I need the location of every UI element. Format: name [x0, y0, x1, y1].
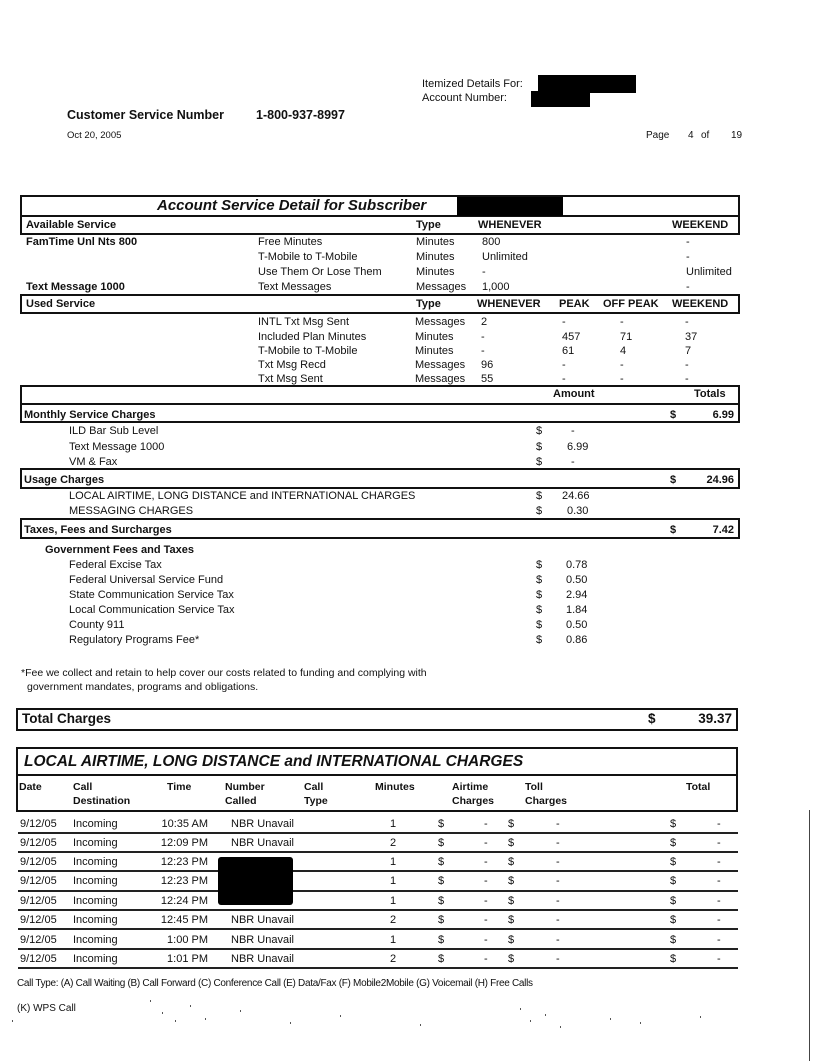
off-peak-value: -	[620, 316, 624, 328]
whenever-value: 96	[481, 359, 494, 371]
call-time: 10:35 AM	[161, 818, 208, 830]
toll-charge: -	[556, 934, 560, 946]
col-toll-charges-2: Charges	[525, 795, 568, 807]
col-totals: Totals	[694, 388, 726, 400]
number-called: NBR Unavail	[231, 914, 294, 926]
airtime-charge: -	[484, 856, 488, 868]
service-desc: INTL Txt Msg Sent	[258, 316, 350, 328]
service-type: Minutes	[415, 331, 454, 343]
service-desc: Txt Msg Sent	[258, 373, 323, 385]
col-time: Time	[167, 781, 192, 793]
service-desc: Use Them Or Lose Them	[258, 266, 382, 278]
currency-symbol: $	[536, 505, 543, 517]
weekend-value: -	[685, 373, 689, 385]
off-peak-value: -	[620, 359, 624, 371]
service-desc: T-Mobile to T-Mobile	[258, 345, 358, 357]
service-desc: T-Mobile to T-Mobile	[258, 251, 358, 263]
currency-symbol: $	[670, 953, 677, 965]
whenever-value: -	[481, 331, 485, 343]
peak-value: -	[562, 316, 566, 328]
number-called: NBR Unavail	[231, 837, 294, 849]
total-charges-amount: 39.37	[698, 711, 732, 726]
currency-symbol: $	[670, 934, 677, 946]
currency-symbol: $	[438, 875, 445, 887]
peak-value: -	[562, 359, 566, 371]
service-desc: Text Messages	[258, 281, 332, 293]
whenever-value: 2	[481, 316, 488, 328]
col-whenever: WHENEVER	[477, 298, 541, 310]
currency-symbol: $	[508, 914, 515, 926]
call-date: 9/12/05	[20, 934, 57, 946]
airtime-charge: -	[484, 953, 488, 965]
number-called: NBR Unavail	[231, 934, 294, 946]
col-off-peak: OFF PEAK	[603, 298, 659, 310]
weekend-value: Unlimited	[686, 266, 732, 278]
call-total: -	[717, 837, 721, 849]
tax-label: County 911	[69, 619, 125, 631]
monthly-charges-label: Monthly Service Charges	[24, 409, 156, 421]
currency-symbol: $	[670, 409, 677, 421]
call-date: 9/12/05	[20, 895, 57, 907]
total-charges-label: Total Charges	[22, 711, 112, 726]
call-time: 1:00 PM	[167, 934, 208, 946]
weekend-value: 37	[685, 331, 698, 343]
currency-symbol: $	[438, 953, 445, 965]
monthly-charges-total: 6.99	[712, 409, 734, 421]
currency-symbol: $	[670, 895, 677, 907]
customer-service-label: Customer Service Number	[67, 108, 225, 122]
redacted-account-number	[531, 91, 590, 107]
off-peak-value: -	[620, 373, 624, 385]
call-total: -	[717, 953, 721, 965]
tax-label: Local Communication Service Tax	[69, 604, 235, 616]
call-destination: Incoming	[73, 895, 118, 907]
service-type: Messages	[416, 281, 467, 293]
currency-symbol: $	[536, 604, 543, 616]
whenever-value: Unlimited	[482, 251, 528, 263]
plan-name: FamTime Unl Nts 800	[26, 236, 138, 248]
airtime-charge: -	[484, 818, 488, 830]
col-call-destination-2: Destination	[73, 795, 131, 807]
currency-symbol: $	[536, 619, 543, 631]
service-type: Messages	[415, 359, 466, 371]
currency-symbol: $	[508, 837, 515, 849]
whenever-value: 800	[482, 236, 501, 248]
call-minutes: 1	[390, 895, 397, 907]
tax-amount: 0.78	[566, 559, 588, 571]
currency-symbol: $	[670, 856, 677, 868]
usage-charges-label: Usage Charges	[24, 474, 105, 486]
call-date: 9/12/05	[20, 875, 57, 887]
whenever-value: -	[481, 345, 485, 357]
currency-symbol: $	[508, 895, 515, 907]
tax-amount: 1.84	[566, 604, 588, 616]
page-total: 19	[731, 130, 743, 141]
call-minutes: 2	[390, 953, 397, 965]
charges-header-box	[20, 385, 740, 405]
currency-symbol: $	[508, 875, 515, 887]
number-called: NBR Unavail	[231, 818, 294, 830]
charge-amount: -	[571, 456, 575, 468]
col-type: Type	[416, 219, 441, 231]
call-destination: Incoming	[73, 953, 118, 965]
row-divider	[18, 948, 738, 950]
service-desc: Txt Msg Recd	[258, 359, 326, 371]
tax-amount: 0.86	[566, 634, 588, 646]
currency-symbol: $	[438, 914, 445, 926]
call-date: 9/12/05	[20, 914, 57, 926]
available-service-header	[20, 216, 740, 235]
service-type: Minutes	[415, 345, 454, 357]
call-destination: Incoming	[73, 875, 118, 887]
tax-label: Federal Excise Tax	[69, 559, 162, 571]
scan-edge	[809, 810, 810, 1061]
currency-symbol: $	[508, 934, 515, 946]
page-label: Page	[646, 130, 670, 141]
airtime-charge: -	[484, 914, 488, 926]
row-divider	[18, 851, 738, 853]
page-number: 4	[688, 130, 694, 141]
divider	[16, 774, 738, 776]
total-charges-box	[16, 708, 738, 731]
col-type: Type	[416, 298, 441, 310]
tax-label: State Communication Service Tax	[69, 589, 234, 601]
col-call-type-2: Type	[304, 795, 328, 807]
airtime-charge: -	[484, 837, 488, 849]
col-total: Total	[686, 781, 711, 793]
currency-symbol: $	[670, 875, 677, 887]
col-minutes: Minutes	[375, 781, 415, 793]
number-called: NBR Unavail	[231, 953, 294, 965]
peak-value: 457	[562, 331, 581, 343]
call-minutes: 2	[390, 914, 397, 926]
call-minutes: 1	[390, 856, 397, 868]
currency-symbol: $	[670, 818, 677, 830]
charge-amount: 24.66	[562, 490, 590, 502]
col-weekend: WEEKEND	[672, 219, 729, 231]
col-call-destination: Call	[73, 781, 93, 793]
call-destination: Incoming	[73, 837, 118, 849]
service-type: Messages	[415, 373, 466, 385]
airtime-charge: -	[484, 895, 488, 907]
call-date: 9/12/05	[20, 856, 57, 868]
currency-symbol: $	[438, 856, 445, 868]
account-number-label: Account Number:	[422, 92, 507, 104]
col-number-called: Number	[225, 781, 265, 793]
currency-symbol: $	[438, 837, 445, 849]
page-of-label: of	[701, 130, 710, 141]
weekend-value: -	[686, 281, 690, 293]
weekend-value: -	[686, 251, 690, 263]
call-date: 9/12/05	[20, 953, 57, 965]
government-fees-label: Government Fees and Taxes	[45, 544, 194, 556]
service-type: Minutes	[416, 251, 455, 263]
tax-amount: 2.94	[566, 589, 588, 601]
call-minutes: 1	[390, 818, 397, 830]
col-call-type: Call	[304, 781, 324, 793]
service-desc: Included Plan Minutes	[258, 331, 367, 343]
taxes-label: Taxes, Fees and Surcharges	[24, 524, 172, 536]
weekend-value: -	[686, 236, 690, 248]
currency-symbol: $	[670, 837, 677, 849]
toll-charge: -	[556, 914, 560, 926]
call-total: -	[717, 875, 721, 887]
call-minutes: 2	[390, 837, 397, 849]
currency-symbol: $	[536, 559, 543, 571]
plan-name: Text Message 1000	[26, 281, 125, 293]
currency-symbol: $	[536, 441, 543, 453]
currency-symbol: $	[508, 856, 515, 868]
call-time: 12:09 PM	[160, 837, 208, 849]
row-divider	[18, 967, 738, 969]
charge-amount: 0.30	[567, 505, 589, 517]
currency-symbol: $	[438, 895, 445, 907]
toll-charge: -	[556, 875, 560, 887]
weekend-value: 7	[685, 345, 692, 357]
charge-label: LOCAL AIRTIME, LONG DISTANCE and INTERNATIONAL CHARGES	[69, 490, 416, 502]
currency-symbol: $	[670, 524, 677, 536]
call-type-legend: Call Type: (A) Call Waiting (B) Call Forward (C) Conference Call (E) Data/Fax (F) Mobile2Mobile (G) Voicemail (H) Free Calls	[17, 978, 533, 989]
account-detail-title: Account Service Detail for Subscriber	[157, 197, 427, 214]
call-time: 12:45 PM	[160, 914, 208, 926]
call-time: 12:23 PM	[160, 875, 208, 887]
service-type: Minutes	[416, 236, 455, 248]
service-type: Minutes	[416, 266, 455, 278]
call-detail-title: LOCAL AIRTIME, LONG DISTANCE and INTERNATIONAL CHARGES	[24, 753, 524, 770]
row-divider	[18, 928, 738, 930]
call-destination: Incoming	[73, 914, 118, 926]
whenever-value: 1,000	[482, 281, 510, 293]
statement-date: Oct 20, 2005	[67, 130, 122, 141]
tax-amount: 0.50	[566, 619, 588, 631]
currency-symbol: $	[536, 425, 543, 437]
col-weekend: WEEKEND	[672, 298, 729, 310]
footnote-line-2: government mandates, programs and obligations.	[27, 681, 259, 693]
col-airtime-charges-2: Charges	[452, 795, 495, 807]
currency-symbol: $	[536, 456, 543, 468]
service-type: Messages	[415, 316, 466, 328]
used-service-label: Used Service	[26, 298, 96, 310]
col-date: Date	[19, 781, 42, 793]
row-divider	[18, 870, 738, 872]
call-type-legend-2: (K) WPS Call	[17, 1003, 76, 1014]
call-total: -	[717, 934, 721, 946]
charge-label: MESSAGING CHARGES	[69, 505, 194, 517]
call-total: -	[717, 856, 721, 868]
charge-amount: 6.99	[567, 441, 589, 453]
airtime-charge: -	[484, 875, 488, 887]
usage-charges-header	[20, 468, 740, 489]
whenever-value: 55	[481, 373, 494, 385]
service-desc: Free Minutes	[258, 236, 323, 248]
row-divider	[18, 909, 738, 911]
call-date: 9/12/05	[20, 818, 57, 830]
usage-charges-total: 24.96	[706, 474, 734, 486]
available-service-label: Available Service	[26, 219, 117, 231]
peak-value: 61	[562, 345, 575, 357]
toll-charge: -	[556, 953, 560, 965]
row-divider	[18, 890, 738, 892]
call-total: -	[717, 895, 721, 907]
call-destination: Incoming	[73, 818, 118, 830]
whenever-value: -	[482, 266, 486, 278]
toll-charge: -	[556, 837, 560, 849]
call-total: -	[717, 818, 721, 830]
call-minutes: 1	[390, 875, 397, 887]
customer-service-number: 1-800-937-8997	[256, 108, 345, 122]
currency-symbol: $	[508, 818, 515, 830]
off-peak-value: 71	[620, 331, 633, 343]
redacted-numbers	[218, 857, 293, 905]
tax-label: Federal Universal Service Fund	[69, 574, 224, 586]
charge-amount: -	[571, 425, 575, 437]
currency-symbol: $	[536, 634, 543, 646]
call-time: 1:01 PM	[167, 953, 208, 965]
taxes-total: 7.42	[712, 524, 734, 536]
call-destination: Incoming	[73, 934, 118, 946]
col-number-called-2: Called	[225, 795, 257, 807]
currency-symbol: $	[670, 914, 677, 926]
toll-charge: -	[556, 818, 560, 830]
col-amount: Amount	[553, 388, 595, 400]
col-toll-charges: Toll	[525, 781, 543, 793]
col-airtime-charges: Airtime	[452, 781, 489, 793]
currency-symbol: $	[536, 589, 543, 601]
currency-symbol: $	[508, 953, 515, 965]
row-divider	[18, 832, 738, 834]
charge-label: VM & Fax	[69, 456, 118, 468]
currency-symbol: $	[536, 490, 543, 502]
call-date: 9/12/05	[20, 837, 57, 849]
currency-symbol: $	[438, 818, 445, 830]
charge-label: ILD Bar Sub Level	[69, 425, 159, 437]
col-peak: PEAK	[559, 298, 590, 310]
toll-charge: -	[556, 895, 560, 907]
peak-value: -	[562, 373, 566, 385]
off-peak-value: 4	[620, 345, 627, 357]
itemized-details-label: Itemized Details For:	[422, 78, 523, 90]
call-total: -	[717, 914, 721, 926]
weekend-value: -	[685, 359, 689, 371]
call-time: 12:23 PM	[160, 856, 208, 868]
currency-symbol: $	[670, 474, 677, 486]
tax-label: Regulatory Programs Fee*	[69, 634, 200, 646]
col-whenever: WHENEVER	[478, 219, 542, 231]
airtime-charge: -	[484, 934, 488, 946]
call-minutes: 1	[390, 934, 397, 946]
charge-label: Text Message 1000	[69, 441, 165, 453]
call-destination: Incoming	[73, 856, 118, 868]
call-time: 12:24 PM	[160, 895, 208, 907]
redacted-subscriber	[457, 197, 563, 216]
currency-symbol: $	[536, 574, 543, 586]
tax-amount: 0.50	[566, 574, 588, 586]
currency-symbol: $	[648, 711, 656, 726]
currency-symbol: $	[438, 934, 445, 946]
weekend-value: -	[685, 316, 689, 328]
toll-charge: -	[556, 856, 560, 868]
footnote-line-1: *Fee we collect and retain to help cover our costs related to funding and complying with	[21, 667, 427, 679]
